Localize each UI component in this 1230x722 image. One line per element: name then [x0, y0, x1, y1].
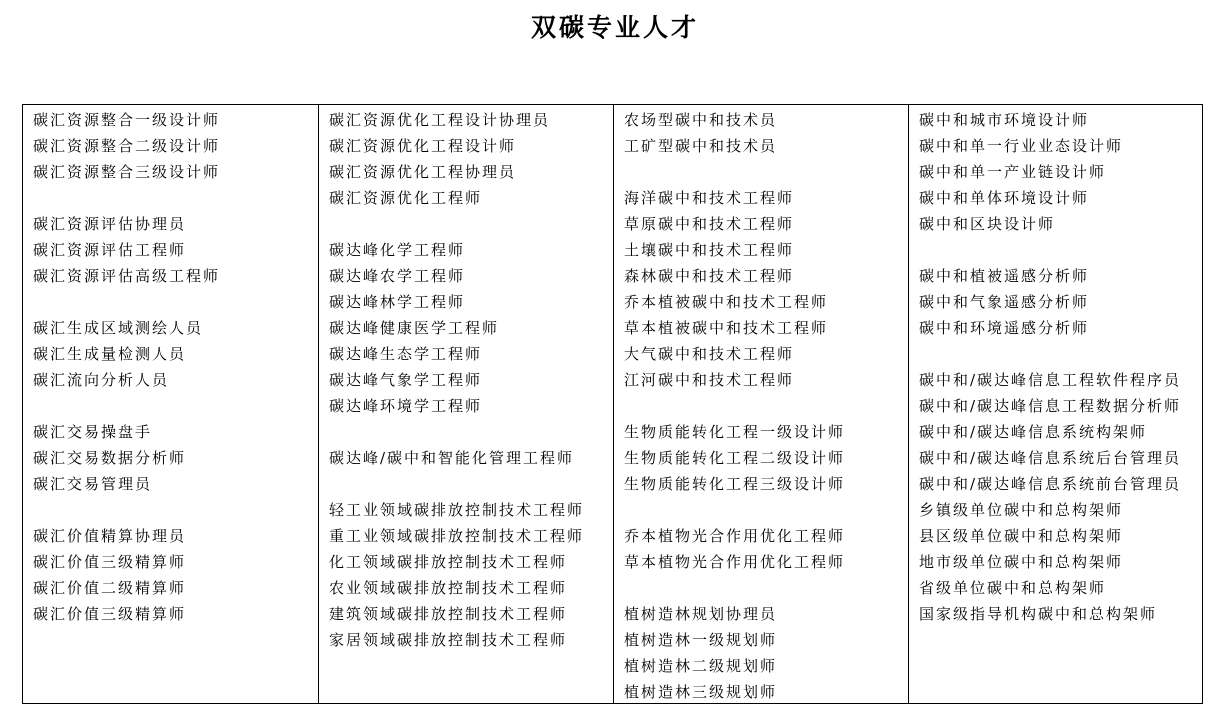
job-title-item: 碳汇交易数据分析师 [33, 449, 187, 467]
job-title-item: 生物质能转化工程三级设计师 [624, 475, 846, 493]
job-title-item: 大气碳中和技术工程师 [624, 345, 795, 363]
job-title-item: 碳汇交易管理员 [33, 475, 153, 493]
job-title-item: 碳达峰环境学工程师 [329, 397, 483, 415]
spacer-row [919, 237, 1202, 263]
job-title-item: 碳达峰生态学工程师 [329, 345, 483, 363]
job-title-item: 碳达峰气象学工程师 [329, 371, 483, 389]
table-column-4 [909, 105, 1202, 703]
spacer-row [329, 471, 613, 497]
spacer-row [624, 575, 908, 601]
job-title-item: 碳中和城市环境设计师 [919, 111, 1090, 129]
table-column-3 [614, 105, 909, 703]
spacer-row [624, 393, 908, 419]
job-title-item: 植树造林三级规划师 [624, 683, 778, 701]
job-title-item: 碳中和区块设计师 [919, 215, 1056, 233]
job-title-item: 碳汇资源优化工程协理员 [329, 163, 517, 181]
job-title-item: 碳汇资源优化工程设计师 [329, 137, 517, 155]
job-title-item: 草原碳中和技术工程师 [624, 215, 795, 233]
spacer-row [329, 419, 613, 445]
job-title-item: 生物质能转化工程二级设计师 [624, 449, 846, 467]
job-title-item: 碳中和单一产业链设计师 [919, 163, 1107, 181]
job-title-item: 碳汇资源优化工程设计协理员 [329, 111, 551, 129]
job-title-item: 碳汇生成区域测绘人员 [33, 319, 204, 337]
job-title-item: 生物质能转化工程一级设计师 [624, 423, 846, 441]
talent-table [22, 104, 1203, 704]
table-column-2 [319, 105, 614, 703]
job-title-item: 乔本植被碳中和技术工程师 [624, 293, 829, 311]
page-title: 双碳专业人才 [530, 13, 699, 42]
job-title-item: 碳汇价值三级精算师 [33, 605, 187, 623]
spacer-row [919, 341, 1202, 367]
job-title-item: 碳中和单体环境设计师 [919, 189, 1090, 207]
job-title-item: 碳达峰/碳中和智能化管理工程师 [329, 449, 575, 467]
job-title-item: 碳汇流向分析人员 [33, 371, 170, 389]
job-title-item: 碳汇交易操盘手 [33, 423, 153, 441]
job-title-item: 植树造林二级规划师 [624, 657, 778, 675]
job-title-item: 化工领域碳排放控制技术工程师 [329, 553, 568, 571]
job-title-item: 建筑领域碳排放控制技术工程师 [329, 605, 568, 623]
job-title-item: 碳汇资源评估工程师 [33, 241, 187, 259]
job-title-item: 碳中和气象遥感分析师 [919, 293, 1090, 311]
job-title-item: 国家级指导机构碳中和总构架师 [919, 605, 1158, 623]
job-title-item: 江河碳中和技术工程师 [624, 371, 795, 389]
job-title-item: 工矿型碳中和技术员 [624, 137, 778, 155]
job-title-item: 乔本植物光合作用优化工程师 [624, 527, 846, 545]
spacer-row [33, 185, 318, 211]
job-title-item: 海洋碳中和技术工程师 [624, 189, 795, 207]
job-title-item: 乡镇级单位碳中和总构架师 [919, 501, 1124, 519]
spacer-row [624, 159, 908, 185]
job-title-item: 碳汇价值三级精算师 [33, 553, 187, 571]
job-title-item: 碳汇资源整合三级设计师 [33, 163, 221, 181]
spacer-row [329, 211, 613, 237]
spacer-row [33, 393, 318, 419]
job-title-item: 轻工业领域碳排放控制技术工程师 [329, 501, 585, 519]
job-title-item: 县区级单位碳中和总构架师 [919, 527, 1124, 545]
job-title-item: 植树造林规划协理员 [624, 605, 778, 623]
job-title-item: 农场型碳中和技术员 [624, 111, 778, 129]
job-title-item: 碳中和环境遥感分析师 [919, 319, 1090, 337]
job-title-item: 家居领域碳排放控制技术工程师 [329, 631, 568, 649]
job-title-item: 碳达峰林学工程师 [329, 293, 466, 311]
job-title-item: 碳中和/碳达峰信息系统构架师 [919, 423, 1148, 441]
job-title-item: 省级单位碳中和总构架师 [919, 579, 1107, 597]
job-title-item: 碳汇价值二级精算师 [33, 579, 187, 597]
job-title-item: 草本植物光合作用优化工程师 [624, 553, 846, 571]
spacer-row [33, 289, 318, 315]
job-title-item: 重工业领域碳排放控制技术工程师 [329, 527, 585, 545]
job-title-item: 植树造林一级规划师 [624, 631, 778, 649]
job-title-item: 碳汇资源整合一级设计师 [33, 111, 221, 129]
job-title-item: 碳达峰健康医学工程师 [329, 319, 500, 337]
job-title-item: 碳汇价值精算协理员 [33, 527, 187, 545]
job-title-item: 碳中和植被遥感分析师 [919, 267, 1090, 285]
job-title-item: 碳中和/碳达峰信息工程数据分析师 [919, 397, 1182, 415]
job-title-item: 碳汇资源优化工程师 [329, 189, 483, 207]
job-title-item: 碳中和/碳达峰信息系统后台管理员 [919, 449, 1182, 467]
job-title-item: 农业领域碳排放控制技术工程师 [329, 579, 568, 597]
job-title-item: 碳达峰农学工程师 [329, 267, 466, 285]
job-title-item: 碳中和单一行业业态设计师 [919, 137, 1124, 155]
job-title-item: 地市级单位碳中和总构架师 [919, 553, 1124, 571]
table-column-1 [23, 105, 319, 703]
job-title-item: 草本植被碳中和技术工程师 [624, 319, 829, 337]
job-title-item: 碳汇资源整合二级设计师 [33, 137, 221, 155]
job-title-item: 碳达峰化学工程师 [329, 241, 466, 259]
spacer-row [33, 497, 318, 523]
job-title-item: 碳中和/碳达峰信息工程软件程序员 [919, 371, 1182, 389]
job-title-item: 碳汇生成量检测人员 [33, 345, 187, 363]
job-title-item: 碳汇资源评估协理员 [33, 215, 187, 233]
spacer-row [624, 497, 908, 523]
job-title-item: 碳中和/碳达峰信息系统前台管理员 [919, 475, 1182, 493]
job-title-item: 碳汇资源评估高级工程师 [33, 267, 221, 285]
job-title-item: 森林碳中和技术工程师 [624, 267, 795, 285]
job-title-item: 土壤碳中和技术工程师 [624, 241, 795, 259]
